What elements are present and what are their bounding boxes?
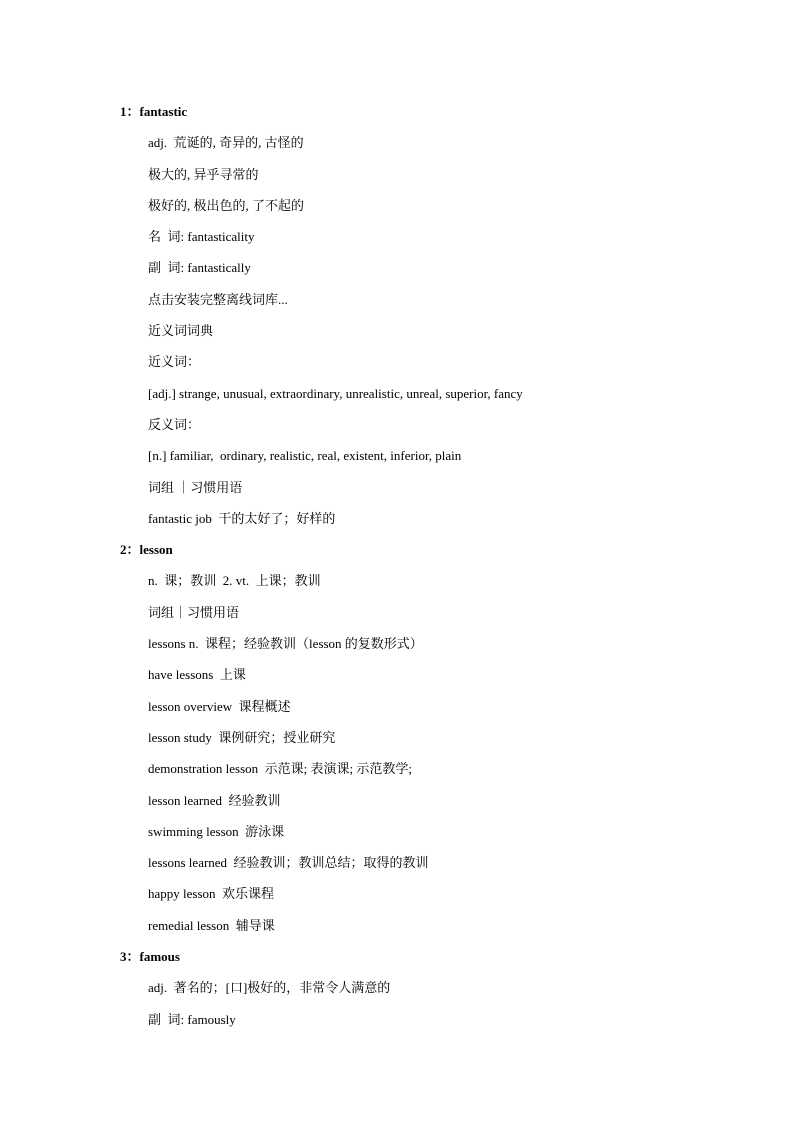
install-dictionary-line: 点击安装完整离线词库... bbox=[148, 291, 288, 307]
synonyms-list: [adj.] strange, unusual, extraordinary, unrealistic, unreal, superior, fancy bbox=[148, 385, 523, 401]
antonyms-label: 反义词： bbox=[148, 416, 201, 432]
definition-line: n. 课；教训 2. vt. 上课；教训 bbox=[148, 573, 321, 589]
phrase-line: swimming lesson 游泳课 bbox=[148, 823, 285, 839]
noun-form-line: 名 词: fantasticality bbox=[148, 229, 255, 245]
synonym-dictionary-line: 近义词词典 bbox=[148, 323, 214, 339]
phrase-line: demonstration lesson 示范课; 表演课; 示范教学; bbox=[148, 761, 412, 777]
definition-line: 极好的, 极出色的, 了不起的 bbox=[148, 197, 305, 213]
phrase-line: lessons n. 课程；经验教训（lesson 的复数形式） bbox=[148, 636, 423, 652]
entry-heading: 2：lesson bbox=[120, 542, 173, 558]
definition-line: adj. 荒诞的, 奇异的, 古怪的 bbox=[148, 135, 304, 151]
phrase-line: lesson study 课例研究；授业研究 bbox=[148, 729, 336, 745]
phrase-line: happy lesson 欢乐课程 bbox=[148, 886, 275, 902]
entry-heading: 3：famous bbox=[120, 949, 180, 965]
antonyms-list: [n.] familiar, ordinary, realistic, real, existent, inferior, plain bbox=[148, 448, 462, 464]
adverb-form-line: 副 词: famously bbox=[148, 1011, 236, 1027]
phrases-label: 词组｜习惯用语 bbox=[148, 604, 240, 620]
phrase-line: have lessons 上课 bbox=[148, 667, 246, 683]
phrase-line: lesson overview 课程概述 bbox=[148, 698, 291, 714]
phrase-line: remedial lesson 辅导课 bbox=[148, 917, 275, 933]
adverb-form-line: 副 词: fantastically bbox=[148, 260, 251, 276]
definition-line: adj. 著名的；[口]极好的，非常令人满意的 bbox=[148, 980, 391, 996]
synonyms-label: 近义词： bbox=[148, 354, 201, 370]
phrase-line: lessons learned 经验教训；教训总结；取得的教训 bbox=[148, 855, 429, 871]
definition-line: 极大的, 异乎寻常的 bbox=[148, 166, 259, 182]
phrase-line: lesson learned 经验教训 bbox=[148, 792, 281, 808]
entry-heading: 1：fantastic bbox=[120, 104, 188, 119]
phrase-line: fantastic job 干的太好了；好样的 bbox=[148, 510, 336, 526]
phrases-label: 词组 ｜习惯用语 bbox=[148, 479, 243, 495]
document-content bbox=[120, 101, 740, 1040]
